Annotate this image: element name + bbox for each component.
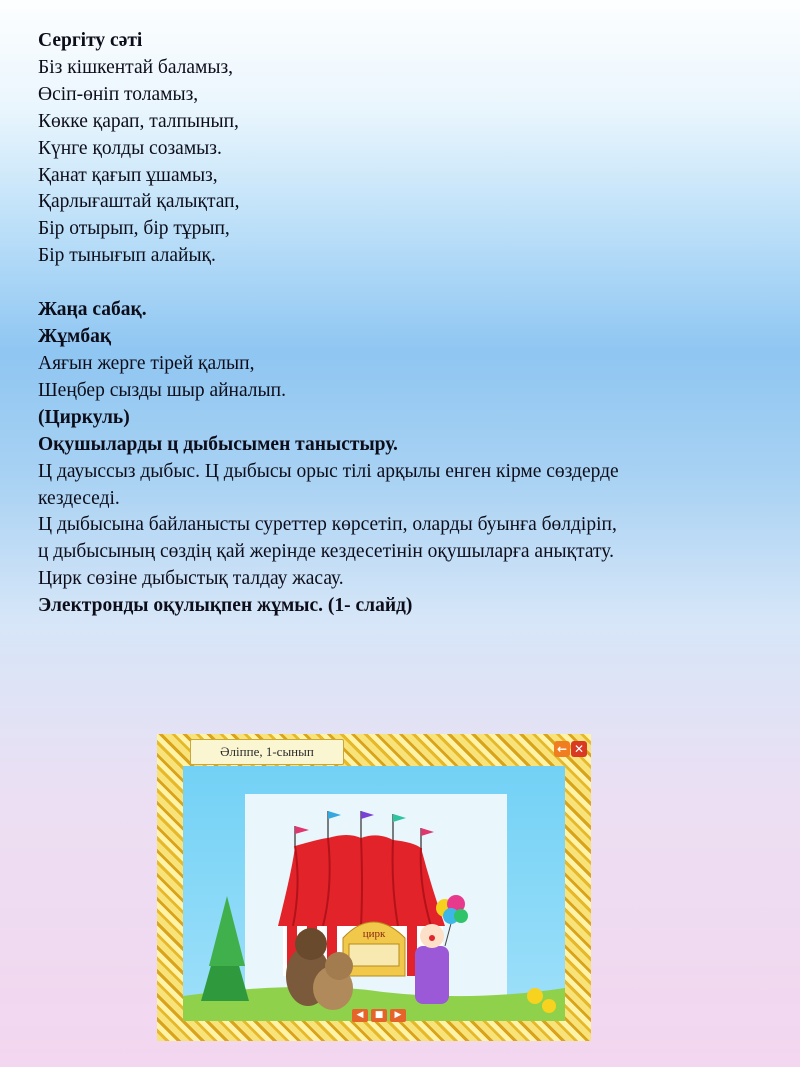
text-line: Шеңбер сызды шыр айналып. <box>38 379 286 401</box>
text-line: Өсіп-өніп толамыз, <box>38 83 199 105</box>
nav-next-icon[interactable]: ▶ <box>390 1009 406 1022</box>
slide-title: Әліппе, 1-сынып <box>190 739 344 765</box>
blank-line <box>38 270 790 297</box>
nav-prev-icon[interactable]: ◀ <box>352 1009 368 1022</box>
text-line: Бір отырып, бір тұрып, <box>38 218 230 240</box>
heading-line: Оқушыларды ц дыбысымен таныстыру. <box>38 433 398 455</box>
heading-line: Жұмбақ <box>38 326 112 348</box>
tent-sign: цирк <box>362 928 386 940</box>
text-line: Қарлығаштай қалықтап, <box>38 191 240 213</box>
text-line: ц дыбысының сөздің қай жерінде кездесетінін оқушыларға анықтату. <box>38 541 614 563</box>
text-line: Көкке қарап, талпынып, <box>38 110 239 132</box>
electronic-textbook-slide <box>157 734 591 1041</box>
heading-line: Электронды оқулықпен жұмыс. (1- слайд) <box>38 595 413 617</box>
heading-line: (Циркуль) <box>38 406 130 428</box>
circus-illustration <box>183 766 565 1021</box>
text-line: кездеседі. <box>38 487 120 509</box>
back-arrow-icon[interactable]: ← <box>554 741 570 757</box>
document-text <box>38 28 790 620</box>
close-icon[interactable]: ✕ <box>571 741 587 757</box>
text-line: Бір тынығып алайық. <box>38 245 216 267</box>
nav-home-icon[interactable]: ■ <box>371 1009 387 1022</box>
text-line: Біз кішкентай баламыз, <box>38 56 234 78</box>
text-line: Қанат қағып ұшамыз, <box>38 164 218 186</box>
text-line: Аяғын жерге тірей қалып, <box>38 352 255 374</box>
heading-line: Сергіту сәті <box>38 30 143 51</box>
slide-scene <box>183 766 565 1021</box>
text-line: Цирк сөзіне дыбыстық талдау жасау. <box>38 568 344 590</box>
text-line: Ц дауыссыз дыбыс. Ц дыбысы орыс тілі арқылы енген кірме сөздерде <box>38 460 619 482</box>
text-line: Күнге қолды созамыз. <box>38 137 222 159</box>
heading-line: Жаңа сабақ. <box>38 299 147 321</box>
text-line: Ц дыбысына байланысты суреттер көрсетіп, оларды буынға бөлдіріп, <box>38 514 617 536</box>
